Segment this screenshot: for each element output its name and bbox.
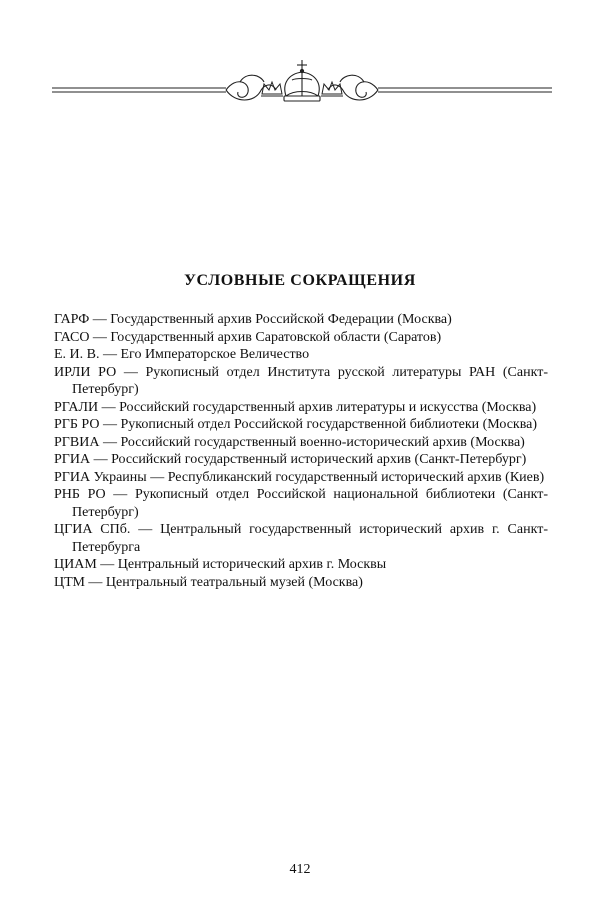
list-item: РГБ РО — Рукописный отдел Российской государственной библиотеки (Москва) <box>54 417 538 432</box>
list-item: ИРЛИ РО — Рукописный отдел Института русской литературы РАН (Санкт-Петербург) <box>54 364 548 397</box>
abbreviation-list <box>54 311 548 591</box>
list-item: ГАРФ — Государственный архив Российской Федерации (Москва) <box>54 312 452 327</box>
page-title: УСЛОВНЫЕ СОКРАЩЕНИЯ <box>184 272 416 289</box>
list-item: РНБ РО — Рукописный отдел Российской национальной библиотеки (Санкт-Петербург) <box>54 487 548 520</box>
list-item: РГВИА — Российский государственный военно-исторический архив (Москва) <box>54 434 525 450</box>
list-item: РГАЛИ — Российский государственный архив литературы и искусства (Москва) <box>54 399 537 415</box>
list-item: РГИА — Российский государственный исторический архив (Санкт-Петербург) <box>54 452 527 467</box>
list-item: ЦГИА СПб. — Центральный государственный исторический архив г. Санкт-Петербурга <box>54 522 548 555</box>
page-number: 412 <box>289 862 311 877</box>
list-item: ГАСО — Государственный архив Саратовской области (Саратов) <box>54 329 442 345</box>
list-item: Е. И. В. — Его Императорское Величество <box>54 347 310 362</box>
list-item: РГИА Украины — Республиканский государственный исторический архив (Киев) <box>54 469 545 485</box>
list-item: ЦИАМ — Центральный исторический архив г. Москвы <box>54 557 387 572</box>
list-item: ЦТМ — Центральный театральный музей (Москва) <box>54 574 363 590</box>
crown-ornament-header <box>50 52 554 108</box>
